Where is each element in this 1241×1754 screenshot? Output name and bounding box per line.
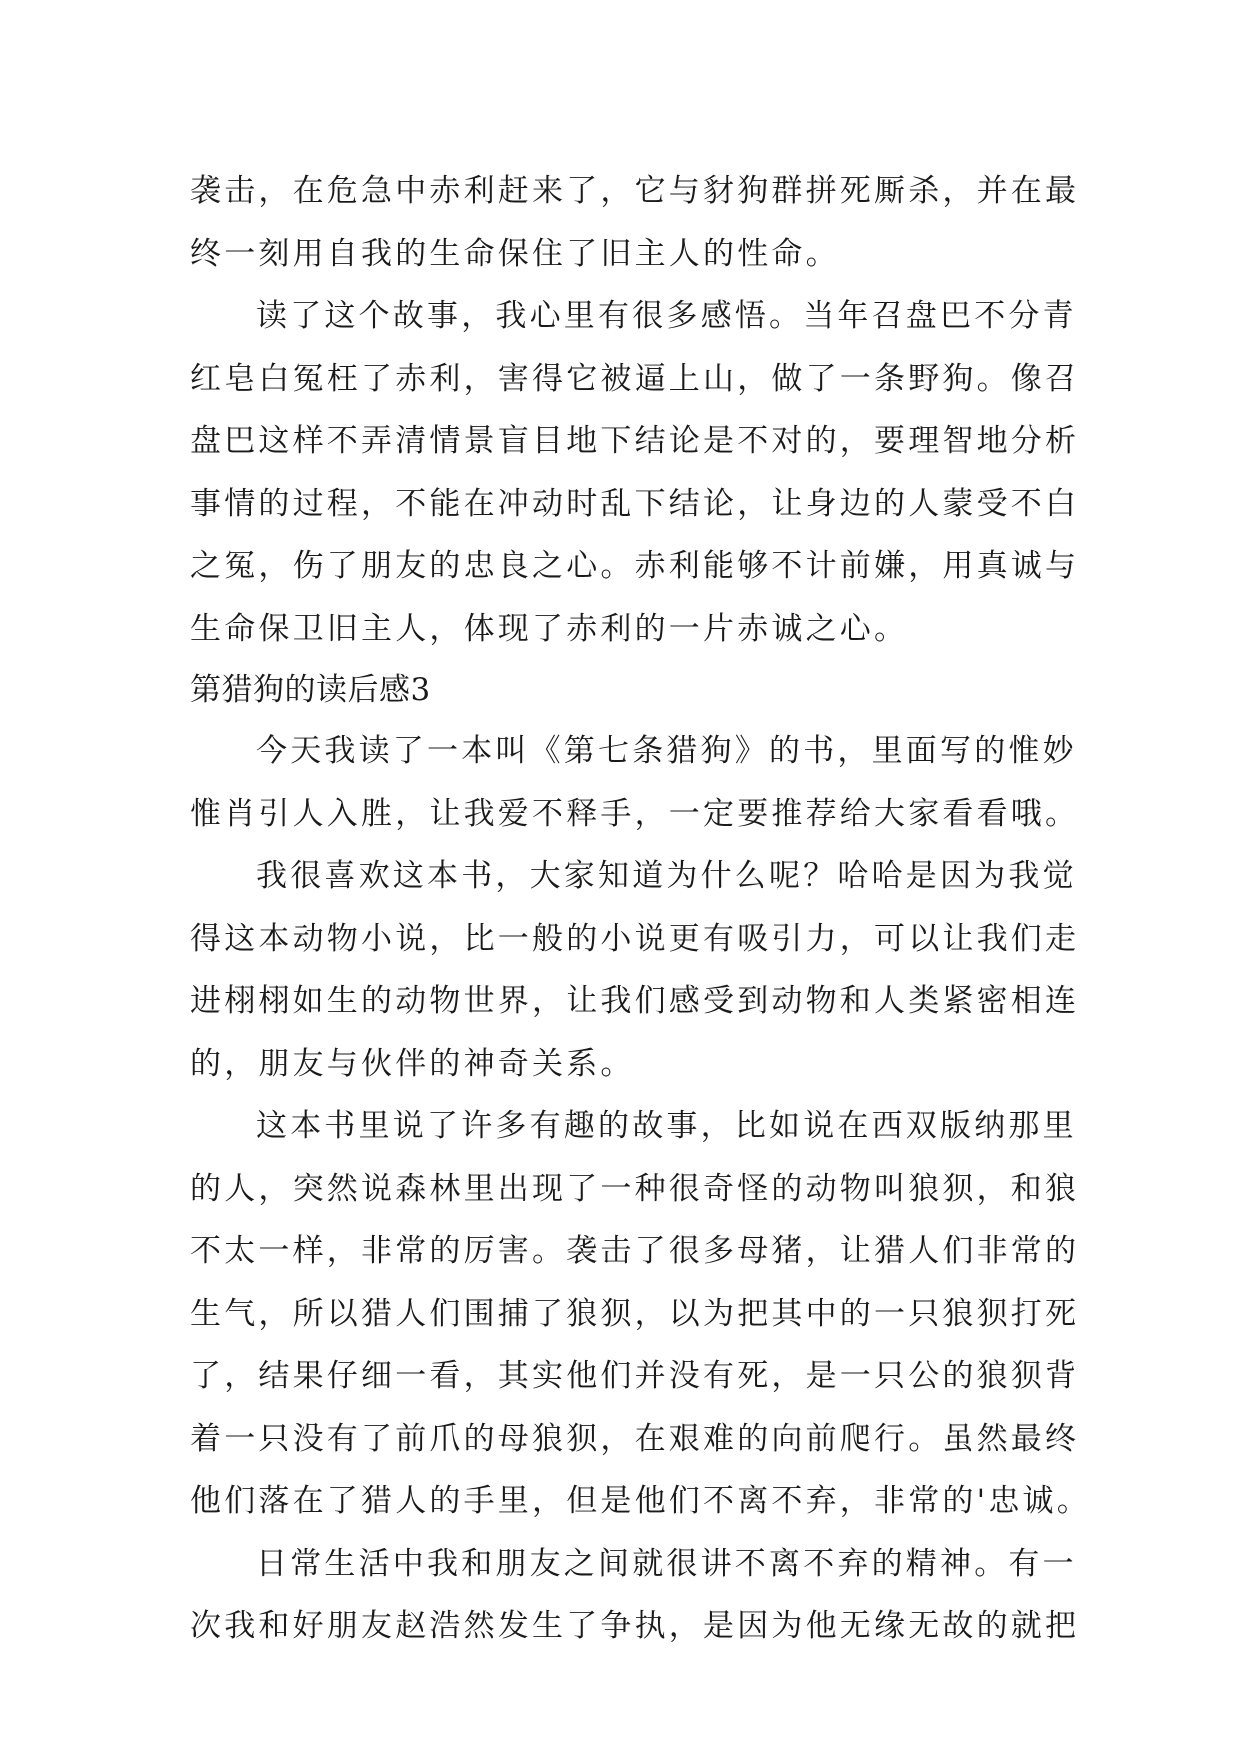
paragraph-start-line: 读了这个故事，我心里有很多感悟。当年召盘巴不分青 (256, 298, 1077, 334)
text-line: 惟肖引人入胜，让我爱不释手，一定要推荐给大家看看哦。 (190, 795, 1080, 832)
text-line: 次我和好朋友赵浩然发生了争执，是因为他无缘无故的就把 (190, 1608, 1080, 1644)
paragraph-start-line: 今天我读了一本叫《第七条猎狗》的书，里面写的惟妙 (256, 733, 1077, 769)
paragraph-start-line: 日常生活中我和朋友之间就很讲不离不弃的精神。有一 (256, 1545, 1077, 1582)
text-line: 盘巴这样不弄清情景盲目地下结论是不对的，要理智地分析 (190, 423, 1080, 459)
text-line: 的，朋友与伙伴的神奇关系。 (190, 1045, 635, 1082)
paragraph-start-line: 我很喜欢这本书，大家知道为什么呢？哈哈是因为我觉 (256, 858, 1077, 894)
text-line: 得这本动物小说，比一般的小说更有吸引力，可以让我们走 (190, 920, 1080, 957)
text-line: 着一只没有了前爪的母狼狈，在艰难的向前爬行。虽然最终 (190, 1420, 1080, 1457)
text-line: 之冤，伤了朋友的忠良之心。赤利能够不计前嫌，用真诚与 (190, 548, 1080, 584)
paragraph-start-line: 这本书里说了许多有趣的故事，比如说在西双版纳那里 (256, 1108, 1077, 1144)
text-line: 进栩栩如生的动物世界，让我们感受到动物和人类紧密相连 (190, 983, 1080, 1019)
text-line: 他们落在了猎人的手里，但是他们不离不弃，非常的'忠诚。 (190, 1483, 1091, 1519)
document-body (190, 160, 1091, 1658)
text-line: 生气，所以猎人们围捕了狼狈，以为把其中的一只狼狈打死 (190, 1295, 1080, 1332)
section-heading: 第猎狗的读后感3 (190, 672, 431, 708)
text-line: 红皂白冤枉了赤利，害得它被逼上山，做了一条野狗。像召 (190, 360, 1080, 397)
text-line: 了，结果仔细一看，其实他们并没有死，是一只公的狼狈背 (190, 1358, 1080, 1394)
text-line: 终一刻用自我的生命保住了旧主人的性命。 (190, 235, 840, 272)
text-line: 袭击，在危急中赤利赶来了，它与豺狗群拼死厮杀，并在最 (190, 173, 1080, 209)
text-line: 的人，突然说森林里出现了一种很奇怪的动物叫狼狈，和狼 (190, 1170, 1080, 1207)
text-line: 生命保卫旧主人，体现了赤利的一片赤诚之心。 (190, 610, 909, 647)
text-line: 不太一样，非常的厉害。袭击了很多母猪，让猎人们非常的 (190, 1233, 1080, 1269)
text-line: 事情的过程，不能在冲动时乱下结论，让身边的人蒙受不白 (190, 485, 1080, 522)
